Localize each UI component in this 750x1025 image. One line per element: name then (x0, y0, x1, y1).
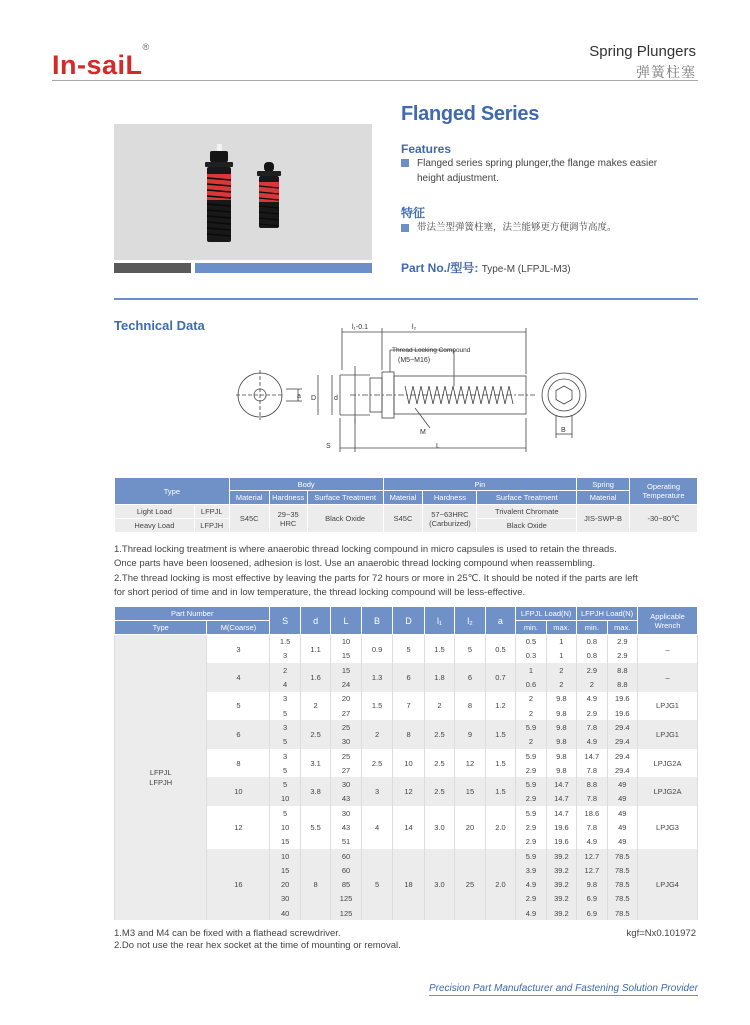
m-cell: 16 (207, 849, 270, 920)
dim-D-label: D (311, 395, 317, 402)
m-coarse-header: M(Coarse) (207, 621, 270, 635)
col-S-header: S (270, 607, 300, 635)
lfpjl-min-cell: 5.9 (516, 806, 546, 820)
s-cell: 5 (270, 763, 300, 777)
s-cell: 15 (270, 863, 300, 877)
temp-header: Operating Temperature (630, 478, 698, 505)
dim-S-label: S (326, 443, 331, 450)
lfpjh-max-cell: 78.5 (607, 892, 637, 906)
lfpjh-max-cell: 2.9 (607, 649, 637, 663)
d-cell: 3.1 (300, 749, 330, 778)
b-cell: 1.5 (361, 692, 392, 721)
l1-cell: 2.5 (424, 720, 454, 749)
header-title: Spring Plungers (589, 43, 696, 60)
pin-surface-heavy: Black Oxide (477, 519, 577, 533)
lfpjl-max-cell: 14.7 (546, 777, 576, 791)
lfpjl-min-cell: 2 (516, 706, 546, 720)
body-material-value: S45C (229, 505, 269, 533)
type-cell: LFPJL LFPJH (115, 635, 207, 921)
pin-hardness-header: Hardness (423, 491, 477, 505)
lfpjh-min-cell: 0.8 (577, 635, 607, 649)
wrench-cell: LPJG1 (638, 692, 698, 721)
lfpjh-min-cell: 7.8 (577, 720, 607, 734)
features-text-cn: 带法兰型弹簧柱塞，法兰能够更方便调节高度。 (417, 222, 617, 233)
L-cell: 25 (331, 720, 361, 734)
s-cell: 3 (270, 720, 300, 734)
lfpjh-min-cell: 12.7 (577, 849, 607, 863)
product-photo (114, 124, 372, 260)
a-cell: 2.0 (485, 806, 515, 849)
part-no-label: Part No./型号: (401, 261, 479, 275)
lfpjh-min-cell: 18.6 (577, 806, 607, 820)
L-cell: 125 (331, 906, 361, 920)
lfpjh-max-cell: 78.5 (607, 906, 637, 920)
lfpjl-min-cell: 3.9 (516, 863, 546, 877)
L-cell: 43 (331, 820, 361, 834)
L-cell: 85 (331, 878, 361, 892)
s-cell: 5 (270, 777, 300, 791)
thread-note-label: Thread Locking Compound (392, 347, 471, 354)
footnote-line: 2.Do not use the rear hex socket at the time of mounting or removal. (114, 939, 401, 951)
a-cell: 0.7 (485, 663, 515, 692)
L-cell: 27 (331, 763, 361, 777)
s-cell: 30 (270, 892, 300, 906)
D-cell: 5 (393, 635, 424, 664)
col-l1-header: l₁ (424, 607, 454, 635)
pin-header: Pin (383, 478, 577, 491)
lfpjl-min-cell: 5.9 (516, 749, 546, 763)
D-cell: 7 (393, 692, 424, 721)
lfpjl-max-cell: 39.2 (546, 906, 576, 920)
pin-material-header: Material (383, 491, 423, 505)
dim-l1-label: l₁-0.1 (352, 324, 368, 331)
spring-material-header: Material (577, 491, 630, 505)
bullet-square (401, 224, 409, 232)
lfpjl-min-header: min. (516, 621, 546, 635)
D-cell: 18 (393, 849, 424, 920)
L-cell: 20 (331, 692, 361, 706)
wrench-cell: LPJG2A (638, 749, 698, 778)
lfpjl-min-cell: 2.9 (516, 763, 546, 777)
b-cell: 5 (361, 849, 392, 920)
header-title-cn: 弹簧柱塞 (636, 64, 696, 80)
D-cell: 6 (393, 663, 424, 692)
dim-L-label: L (436, 443, 440, 450)
s-cell: 1.5 (270, 635, 300, 649)
l2-cell: 6 (455, 663, 485, 692)
L-cell: 60 (331, 849, 361, 863)
s-cell: 40 (270, 906, 300, 920)
lfpjh-max-cell: 29.4 (607, 749, 637, 763)
features-heading-cn: 特征 (401, 206, 426, 220)
lfpjl-min-cell: 2 (516, 692, 546, 706)
dim-l2-label: l₂ (412, 324, 417, 331)
lfpjl-min-cell: 5.9 (516, 720, 546, 734)
L-cell: 24 (331, 677, 361, 691)
lfpjl-max-cell: 9.8 (546, 763, 576, 777)
l1-cell: 2.5 (424, 777, 454, 806)
lfpjh-max-cell: 19.6 (607, 706, 637, 720)
d-cell: 1.1 (300, 635, 330, 664)
s-cell: 3 (270, 749, 300, 763)
lfpjh-min-cell: 6.9 (577, 906, 607, 920)
wrench-cell: LPJG1 (638, 720, 698, 749)
lfpjl-min-cell: 2.9 (516, 792, 546, 806)
lfpjl-max-cell: 2 (546, 663, 576, 677)
l2-cell: 5 (455, 635, 485, 664)
lfpjh-min-cell: 2.9 (577, 706, 607, 720)
lfpjh-min-cell: 9.8 (577, 878, 607, 892)
col-l2-header: l₂ (455, 607, 485, 635)
d-cell: 2.5 (300, 720, 330, 749)
code-heavy: LFPJH (194, 519, 229, 533)
lfpjh-max-cell: 19.6 (607, 692, 637, 706)
l2-cell: 15 (455, 777, 485, 806)
lfpjl-max-cell: 1 (546, 635, 576, 649)
s-cell: 5 (270, 735, 300, 749)
features-text-line: Flanged series spring plunger,the flange makes easier (417, 158, 658, 169)
part-number-header: Part Number (115, 607, 270, 621)
pin-surface-header: Surface Treatment (477, 491, 577, 505)
s-cell: 2 (270, 663, 300, 677)
note-line: 2.The thread locking is most effective by leaving the parts for 72 hours or more in 25℃. It should be noted if the parts are left (114, 572, 638, 584)
L-cell: 15 (331, 649, 361, 663)
L-cell: 30 (331, 735, 361, 749)
a-cell: 1.5 (485, 749, 515, 778)
features-text-line: height adjustment. (417, 173, 499, 184)
lfpjl-min-cell: 2.9 (516, 820, 546, 834)
lfpjl-min-cell: 5.9 (516, 849, 546, 863)
b-cell: 4 (361, 806, 392, 849)
lfpjh-max-cell: 49 (607, 792, 637, 806)
footnotes (114, 928, 401, 951)
technical-data-heading: Technical Data (114, 318, 205, 333)
lfpjh-max-cell: 78.5 (607, 863, 637, 877)
lfpjl-max-cell: 9.8 (546, 735, 576, 749)
l1-cell: 1.8 (424, 663, 454, 692)
lfpjl-min-cell: 0.6 (516, 677, 546, 691)
L-cell: 15 (331, 663, 361, 677)
m-cell: 10 (207, 777, 270, 806)
lfpjh-max-cell: 49 (607, 820, 637, 834)
technical-drawing (230, 320, 600, 460)
m-cell: 5 (207, 692, 270, 721)
lfpjh-max-cell: 8.8 (607, 663, 637, 677)
L-cell: 30 (331, 777, 361, 791)
m-cell: 6 (207, 720, 270, 749)
m-cell: 4 (207, 663, 270, 692)
s-cell: 10 (270, 849, 300, 863)
s-cell: 4 (270, 677, 300, 691)
lfpjl-max-cell: 1 (546, 649, 576, 663)
l2-cell: 8 (455, 692, 485, 721)
lfpjh-min-cell: 8.8 (577, 777, 607, 791)
D-cell: 14 (393, 806, 424, 849)
features-text (417, 156, 657, 186)
body-surface-value: Black Oxide (307, 505, 383, 533)
photo-bar-blue (195, 263, 372, 273)
L-cell: 27 (331, 706, 361, 720)
L-cell: 25 (331, 749, 361, 763)
a-cell: 0.5 (485, 635, 515, 664)
wrench-header: Applicable Wrench (638, 607, 698, 635)
spring-material-value: JIS-SWP-B (577, 505, 630, 533)
col-B-header: B (361, 607, 392, 635)
parts-table-body (115, 635, 698, 921)
dim-a-label: a (297, 393, 301, 400)
m-cell: 3 (207, 635, 270, 664)
d-cell: 2 (300, 692, 330, 721)
lfpjh-max-header: max. (607, 621, 637, 635)
lfpjl-min-cell: 2.9 (516, 835, 546, 849)
l1-cell: 1.5 (424, 635, 454, 664)
dim-d-label: d (334, 395, 338, 402)
s-cell: 20 (270, 878, 300, 892)
D-cell: 10 (393, 749, 424, 778)
lfpjh-max-cell: 29.4 (607, 735, 637, 749)
L-cell: 125 (331, 892, 361, 906)
d-cell: 8 (300, 849, 330, 920)
lfpjh-min-cell: 6.9 (577, 892, 607, 906)
m-cell: 8 (207, 749, 270, 778)
lfpjl-max-cell: 2 (546, 677, 576, 691)
lfpjl-max-cell: 39.2 (546, 863, 576, 877)
l2-cell: 12 (455, 749, 485, 778)
lfpjl-max-cell: 9.8 (546, 720, 576, 734)
m-cell: 12 (207, 806, 270, 849)
lfpjh-max-cell: 29.4 (607, 763, 637, 777)
photo-bar-dark (114, 263, 191, 273)
type-header: Type (115, 621, 207, 635)
wrench-cell: LPJG2A (638, 777, 698, 806)
lfpjh-max-cell: 2.9 (607, 635, 637, 649)
body-header: Body (229, 478, 383, 491)
parts-table (114, 606, 698, 920)
lfpjl-max-cell: 9.8 (546, 692, 576, 706)
D-cell: 12 (393, 777, 424, 806)
lfpjh-min-cell: 7.8 (577, 792, 607, 806)
lfpjl-min-cell: 2.9 (516, 892, 546, 906)
L-cell: 43 (331, 792, 361, 806)
pin-hardness-value: 57~63HRC (Carburized) (423, 505, 477, 533)
lfpjl-max-header: max. (546, 621, 576, 635)
lfpjl-max-cell: 39.2 (546, 892, 576, 906)
l2-cell: 9 (455, 720, 485, 749)
lfpjh-min-cell: 14.7 (577, 749, 607, 763)
lfpjh-max-cell: 49 (607, 777, 637, 791)
lfpjl-max-cell: 14.7 (546, 806, 576, 820)
body-hardness-header: Hardness (269, 491, 307, 505)
footer-tagline: Precision Part Manufacturer and Fastening Solution Provider (428, 983, 698, 994)
a-cell: 2.0 (485, 849, 515, 920)
code-light: LFPJL (194, 505, 229, 519)
lfpjh-max-cell: 29.4 (607, 720, 637, 734)
series-title: Flanged Series (401, 103, 540, 125)
load-light: Light Load (115, 505, 195, 519)
lfpjl-max-cell: 19.6 (546, 835, 576, 849)
logo-text: In-saiL (52, 50, 143, 80)
lfpjh-max-cell: 49 (607, 835, 637, 849)
L-cell: 10 (331, 635, 361, 649)
L-cell: 51 (331, 835, 361, 849)
unit-conversion: kgf=Nx0.101972 (626, 928, 696, 939)
wrench-cell: – (638, 663, 698, 692)
lfpjh-max-cell: 49 (607, 806, 637, 820)
d-cell: 1.6 (300, 663, 330, 692)
dim-M-label: M (420, 429, 426, 436)
b-cell: 2 (361, 720, 392, 749)
lfpjh-max-cell: 78.5 (607, 878, 637, 892)
lfpjl-min-cell: 5.9 (516, 777, 546, 791)
section-divider (114, 298, 698, 300)
wrench-cell: – (638, 635, 698, 664)
a-cell: 1.5 (485, 777, 515, 806)
spring-header: Spring (577, 478, 630, 491)
L-cell: 60 (331, 863, 361, 877)
lfpjh-min-header: min. (577, 621, 607, 635)
lfpjh-min-cell: 4.9 (577, 692, 607, 706)
s-cell: 3 (270, 649, 300, 663)
lfpjl-max-cell: 14.7 (546, 792, 576, 806)
part-no (401, 259, 571, 276)
b-cell: 2.5 (361, 749, 392, 778)
D-cell: 8 (393, 720, 424, 749)
note-line: for short period of time and in low temperature, the thread locking compound will be less-effective. (114, 586, 526, 598)
col-a-header: a (485, 607, 515, 635)
lfpjh-max-cell: 8.8 (607, 677, 637, 691)
note-line: Once parts have been loosened, adhesion is lost. Use an anaerobic thread locking compound when reassembling. (114, 558, 596, 570)
logo-registered-mark: ® (142, 42, 150, 52)
s-cell: 5 (270, 806, 300, 820)
lfpjl-min-cell: 4.9 (516, 906, 546, 920)
lfpjh-min-cell: 12.7 (577, 863, 607, 877)
lfpjl-max-cell: 19.6 (546, 820, 576, 834)
body-hardness-value: 29~35 HRC (269, 505, 307, 533)
wrench-cell: LPJG4 (638, 849, 698, 920)
bullet-square (401, 159, 409, 167)
b-cell: 3 (361, 777, 392, 806)
lfpjl-max-cell: 39.2 (546, 849, 576, 863)
material-type-header: Type (115, 478, 230, 505)
load-heavy: Heavy Load (115, 519, 195, 533)
footnote-line: 1.M3 and M4 can be fixed with a flathead screwdriver. (114, 928, 341, 939)
pin-material-value: S45C (383, 505, 423, 533)
l2-cell: 20 (455, 806, 485, 849)
part-no-value: Type-M (LFPJL-M3) (481, 264, 571, 275)
s-cell: 10 (270, 792, 300, 806)
note-line: 1.Thread locking treatment is where anaerobic thread locking compound in micro capsules is used to retain the threads. (114, 544, 617, 555)
a-cell: 1.5 (485, 720, 515, 749)
L-cell: 30 (331, 806, 361, 820)
table-row (115, 635, 698, 649)
lfpjh-min-cell: 4.9 (577, 835, 607, 849)
d-cell: 5.5 (300, 806, 330, 849)
lfpjl-min-cell: 2 (516, 735, 546, 749)
l1-cell: 2 (424, 692, 454, 721)
l1-cell: 2.5 (424, 749, 454, 778)
pin-surface-light: Trivalent Chromate (477, 505, 577, 519)
s-cell: 3 (270, 692, 300, 706)
s-cell: 15 (270, 835, 300, 849)
b-cell: 1.3 (361, 663, 392, 692)
l1-cell: 3.0 (424, 849, 454, 920)
lfpjh-min-cell: 0.8 (577, 649, 607, 663)
lfpjh-min-cell: 2.9 (577, 663, 607, 677)
lfpjl-load-header: LFPJL Load(N) (516, 607, 577, 621)
material-table (114, 477, 698, 533)
lfpjh-min-cell: 7.8 (577, 763, 607, 777)
lfpjl-max-cell: 9.8 (546, 706, 576, 720)
lfpjh-min-cell: 2 (577, 677, 607, 691)
lfpjh-min-cell: 4.9 (577, 735, 607, 749)
d-cell: 3.8 (300, 777, 330, 806)
lfpjh-max-cell: 78.5 (607, 849, 637, 863)
col-d-header: d (300, 607, 330, 635)
lfpjl-max-cell: 9.8 (546, 749, 576, 763)
col-D-header: D (393, 607, 424, 635)
lfpjl-min-cell: 0.5 (516, 635, 546, 649)
features-heading: Features (401, 142, 452, 156)
lfpjl-min-cell: 1 (516, 663, 546, 677)
lfpjl-min-cell: 0.3 (516, 649, 546, 663)
s-cell: 10 (270, 820, 300, 834)
lfpjl-min-cell: 4.9 (516, 878, 546, 892)
lfpjl-max-cell: 39.2 (546, 878, 576, 892)
temp-value: -30~80℃ (630, 505, 698, 533)
s-cell: 5 (270, 706, 300, 720)
lfpjh-load-header: LFPJH Load(N) (577, 607, 638, 621)
lfpjh-min-cell: 7.8 (577, 820, 607, 834)
brand-logo (52, 42, 150, 81)
body-material-header: Material (229, 491, 269, 505)
dim-B-label: B (561, 427, 566, 434)
wrench-cell: LPJG3 (638, 806, 698, 849)
header-divider (52, 80, 698, 81)
a-cell: 1.2 (485, 692, 515, 721)
b-cell: 0.9 (361, 635, 392, 664)
notes (114, 543, 698, 600)
body-surface-header: Surface Treatment (307, 491, 383, 505)
l1-cell: 3.0 (424, 806, 454, 849)
plunger-photo-illustration (114, 124, 372, 260)
l2-cell: 25 (455, 849, 485, 920)
col-L-header: L (331, 607, 361, 635)
thread-note-range: (M5~M16) (398, 357, 431, 364)
